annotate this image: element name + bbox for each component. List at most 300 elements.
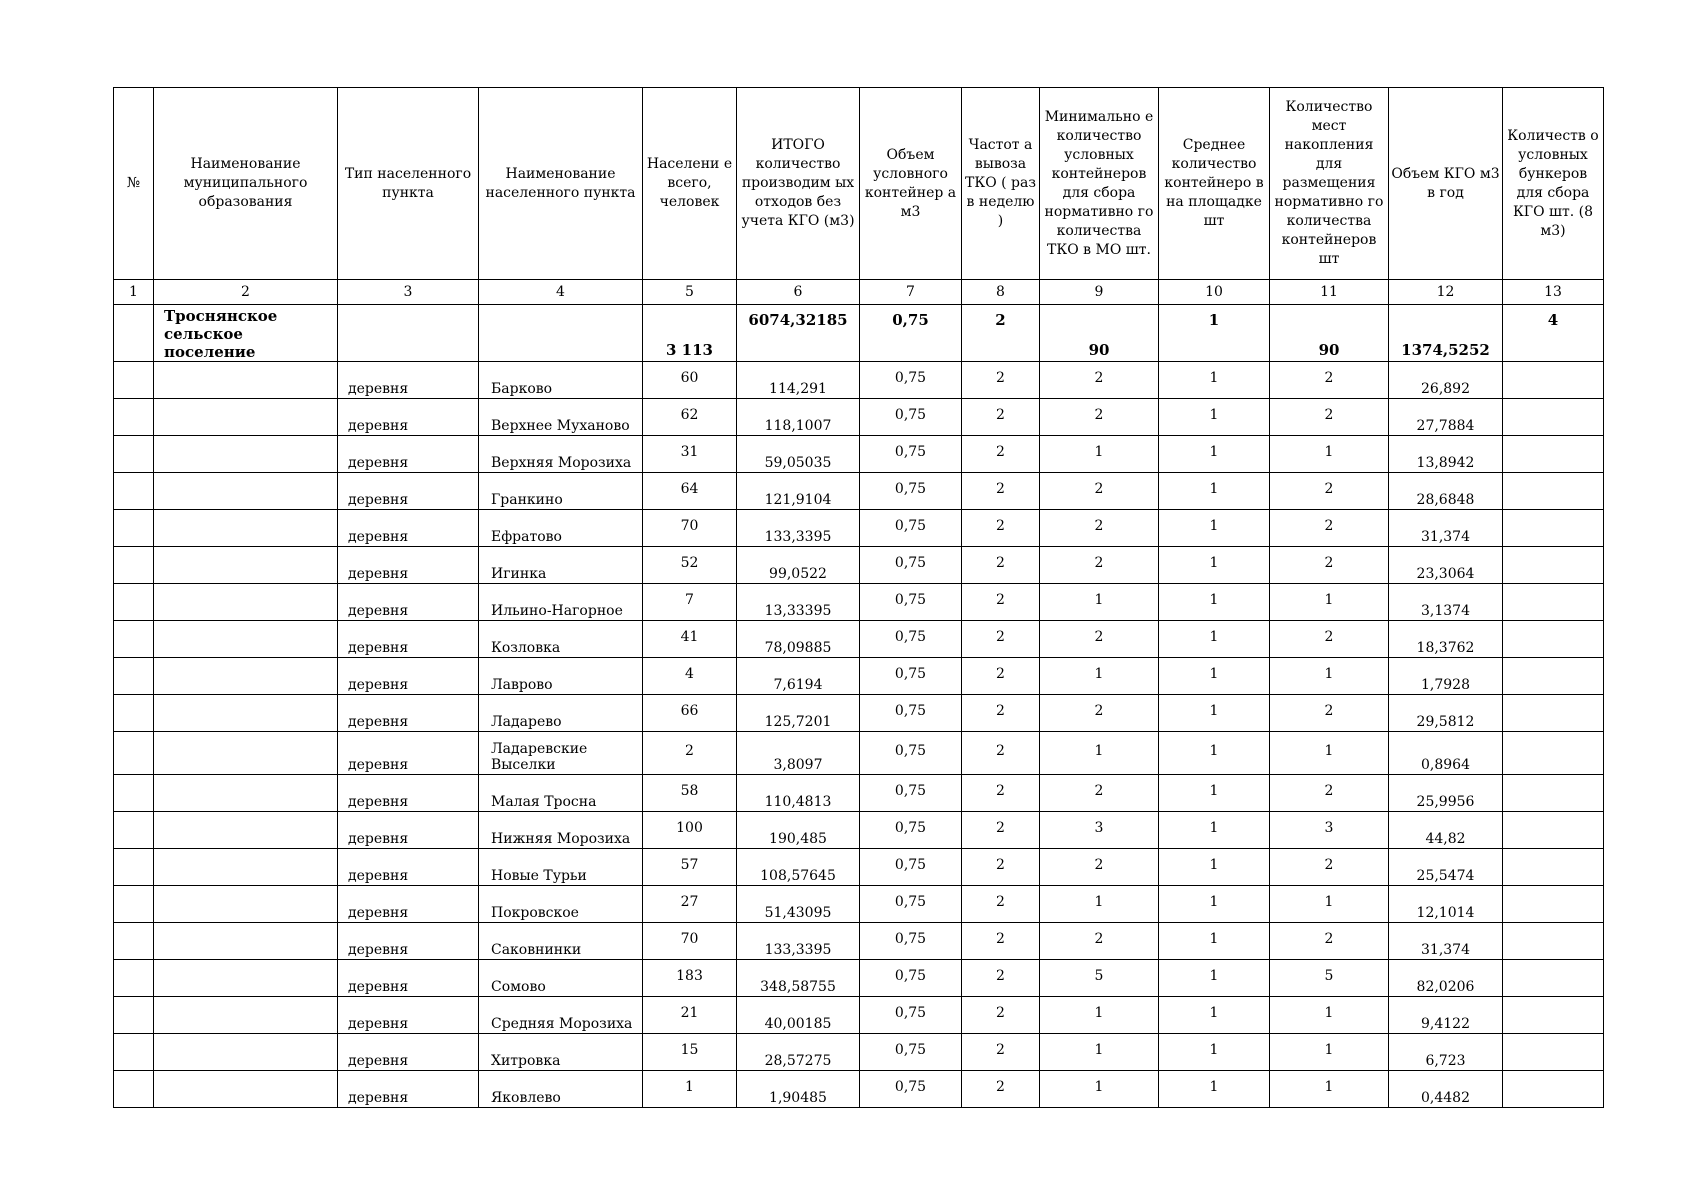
container-volume: 0,75 <box>860 960 962 997</box>
settlement-name: Покровское <box>479 886 643 923</box>
sites-count: 1 <box>1270 732 1389 775</box>
header-cell: Среднее количество контейнеро в на площадке шт <box>1159 88 1270 280</box>
row-index <box>114 584 154 621</box>
container-volume: 0,75 <box>860 621 962 658</box>
container-volume: 0,75 <box>860 658 962 695</box>
total-settlement <box>479 305 643 362</box>
container-volume: 0,75 <box>860 1034 962 1071</box>
avg-containers: 1 <box>1159 997 1270 1034</box>
header-cell: Тип населенного пункта <box>338 88 479 280</box>
sites-count: 2 <box>1270 362 1389 399</box>
population: 21 <box>643 997 737 1034</box>
kgo-volume: 0,4482 <box>1389 1071 1503 1108</box>
population: 70 <box>643 510 737 547</box>
bunkers <box>1503 473 1604 510</box>
settlement-name: Барково <box>479 362 643 399</box>
total-waste: 6074,32185 <box>737 305 860 362</box>
table-row <box>114 997 1604 1034</box>
bunkers <box>1503 849 1604 886</box>
column-number: 11 <box>1270 280 1389 305</box>
avg-containers: 1 <box>1159 775 1270 812</box>
min-containers: 1 <box>1040 658 1159 695</box>
row-municipality <box>154 621 338 658</box>
min-containers: 3 <box>1040 812 1159 849</box>
min-containers: 1 <box>1040 436 1159 473</box>
container-volume: 0,75 <box>860 362 962 399</box>
row-index <box>114 695 154 732</box>
row-index <box>114 399 154 436</box>
avg-containers: 1 <box>1159 658 1270 695</box>
table-row <box>114 362 1604 399</box>
settlement-type: деревня <box>338 362 479 399</box>
avg-containers: 1 <box>1159 436 1270 473</box>
waste-total: 110,4813 <box>737 775 860 812</box>
settlement-name: Хитровка <box>479 1034 643 1071</box>
row-municipality <box>154 547 338 584</box>
bunkers <box>1503 775 1604 812</box>
settlement-name: Верхняя Морозиха <box>479 436 643 473</box>
container-volume: 0,75 <box>860 584 962 621</box>
row-municipality <box>154 362 338 399</box>
column-number-row <box>114 280 1604 305</box>
waste-total: 121,9104 <box>737 473 860 510</box>
population: 62 <box>643 399 737 436</box>
total-type <box>338 305 479 362</box>
row-index <box>114 849 154 886</box>
kgo-volume: 29,5812 <box>1389 695 1503 732</box>
min-containers: 2 <box>1040 362 1159 399</box>
kgo-volume: 31,374 <box>1389 510 1503 547</box>
table-row <box>114 547 1604 584</box>
settlement-name: Малая Тросна <box>479 775 643 812</box>
avg-containers: 1 <box>1159 473 1270 510</box>
frequency: 2 <box>962 399 1040 436</box>
row-municipality <box>154 849 338 886</box>
header-cell: ИТОГО количество производим ых отходов без учета КГО (м3) <box>737 88 860 280</box>
table-row <box>114 695 1604 732</box>
row-municipality <box>154 923 338 960</box>
avg-containers: 1 <box>1159 960 1270 997</box>
table-row <box>114 621 1604 658</box>
sites-count: 5 <box>1270 960 1389 997</box>
kgo-volume: 12,1014 <box>1389 886 1503 923</box>
kgo-volume: 9,4122 <box>1389 997 1503 1034</box>
row-municipality <box>154 473 338 510</box>
min-containers: 2 <box>1040 923 1159 960</box>
row-municipality <box>154 399 338 436</box>
sites-count: 2 <box>1270 473 1389 510</box>
avg-containers: 1 <box>1159 812 1270 849</box>
kgo-volume: 25,9956 <box>1389 775 1503 812</box>
kgo-volume: 1,7928 <box>1389 658 1503 695</box>
min-containers: 5 <box>1040 960 1159 997</box>
row-index <box>114 997 154 1034</box>
waste-total: 114,291 <box>737 362 860 399</box>
header-cell: Населени е всего, человек <box>643 88 737 280</box>
table-row <box>114 960 1604 997</box>
min-containers: 1 <box>1040 732 1159 775</box>
population: 27 <box>643 886 737 923</box>
row-index <box>114 923 154 960</box>
waste-total: 348,58755 <box>737 960 860 997</box>
population: 4 <box>643 658 737 695</box>
table-row <box>114 886 1604 923</box>
kgo-volume: 18,3762 <box>1389 621 1503 658</box>
row-municipality <box>154 775 338 812</box>
row-index <box>114 621 154 658</box>
waste-total: 13,33395 <box>737 584 860 621</box>
sites-count: 1 <box>1270 436 1389 473</box>
frequency: 2 <box>962 775 1040 812</box>
population: 70 <box>643 923 737 960</box>
settlement-name: Сомово <box>479 960 643 997</box>
total-sites: 90 <box>1270 305 1389 362</box>
total-row <box>114 305 1604 362</box>
container-volume: 0,75 <box>860 886 962 923</box>
header-cell: Наименование муниципального образования <box>154 88 338 280</box>
container-volume: 0,75 <box>860 775 962 812</box>
bunkers <box>1503 1034 1604 1071</box>
sites-count: 2 <box>1270 923 1389 960</box>
settlement-type: деревня <box>338 473 479 510</box>
waste-total: 190,485 <box>737 812 860 849</box>
settlement-type: деревня <box>338 547 479 584</box>
row-index <box>114 812 154 849</box>
settlement-type: деревня <box>338 584 479 621</box>
min-containers: 2 <box>1040 775 1159 812</box>
min-containers: 1 <box>1040 1034 1159 1071</box>
row-index <box>114 886 154 923</box>
settlement-type: деревня <box>338 997 479 1034</box>
container-volume: 0,75 <box>860 812 962 849</box>
population: 57 <box>643 849 737 886</box>
column-number: 1 <box>114 280 154 305</box>
settlement-name: Ладаревские Выселки <box>479 732 643 775</box>
column-number: 4 <box>479 280 643 305</box>
population: 58 <box>643 775 737 812</box>
waste-total: 7,6194 <box>737 658 860 695</box>
bunkers <box>1503 399 1604 436</box>
table-row <box>114 1034 1604 1071</box>
table-row <box>114 658 1604 695</box>
avg-containers: 1 <box>1159 732 1270 775</box>
population: 2 <box>643 732 737 775</box>
bunkers <box>1503 436 1604 473</box>
settlement-name: Новые Турьи <box>479 849 643 886</box>
settlement-type: деревня <box>338 960 479 997</box>
bunkers <box>1503 510 1604 547</box>
waste-table <box>113 87 1604 1108</box>
column-number: 7 <box>860 280 962 305</box>
settlement-type: деревня <box>338 849 479 886</box>
row-index <box>114 473 154 510</box>
frequency: 2 <box>962 960 1040 997</box>
settlement-name: Ладарево <box>479 695 643 732</box>
kgo-volume: 26,892 <box>1389 362 1503 399</box>
row-municipality <box>154 997 338 1034</box>
settlement-type: деревня <box>338 621 479 658</box>
total-municipality: Троснянское сельское поселение <box>154 305 338 362</box>
total-kgo-volume: 1374,5252 <box>1389 305 1503 362</box>
settlement-type: деревня <box>338 1034 479 1071</box>
waste-total: 99,0522 <box>737 547 860 584</box>
sites-count: 2 <box>1270 621 1389 658</box>
sites-count: 1 <box>1270 886 1389 923</box>
population: 60 <box>643 362 737 399</box>
column-number: 9 <box>1040 280 1159 305</box>
avg-containers: 1 <box>1159 695 1270 732</box>
kgo-volume: 25,5474 <box>1389 849 1503 886</box>
header-cell: Количество мест накопления для размещения нормативно го количества контейнеров шт <box>1270 88 1389 280</box>
column-number: 6 <box>737 280 860 305</box>
settlement-type: деревня <box>338 695 479 732</box>
table-row <box>114 473 1604 510</box>
row-index <box>114 362 154 399</box>
total-population: 3 113 <box>643 305 737 362</box>
header-cell: Наименование населенного пункта <box>479 88 643 280</box>
bunkers <box>1503 658 1604 695</box>
kgo-volume: 28,6848 <box>1389 473 1503 510</box>
bunkers <box>1503 621 1604 658</box>
container-volume: 0,75 <box>860 510 962 547</box>
total-index <box>114 305 154 362</box>
min-containers: 2 <box>1040 399 1159 436</box>
min-containers: 2 <box>1040 473 1159 510</box>
avg-containers: 1 <box>1159 1071 1270 1108</box>
kgo-volume: 31,374 <box>1389 923 1503 960</box>
settlement-name: Яковлево <box>479 1071 643 1108</box>
min-containers: 2 <box>1040 510 1159 547</box>
row-index <box>114 732 154 775</box>
sites-count: 3 <box>1270 812 1389 849</box>
settlement-name: Саковнинки <box>479 923 643 960</box>
waste-total: 40,00185 <box>737 997 860 1034</box>
avg-containers: 1 <box>1159 362 1270 399</box>
settlement-name: Игинка <box>479 547 643 584</box>
min-containers: 2 <box>1040 547 1159 584</box>
container-volume: 0,75 <box>860 923 962 960</box>
kgo-volume: 23,3064 <box>1389 547 1503 584</box>
header-cell: Частот а вывоза ТКО ( раз в неделю ) <box>962 88 1040 280</box>
column-number: 3 <box>338 280 479 305</box>
header-row <box>114 88 1604 280</box>
frequency: 2 <box>962 812 1040 849</box>
settlement-name: Козловка <box>479 621 643 658</box>
min-containers: 1 <box>1040 997 1159 1034</box>
column-number: 5 <box>643 280 737 305</box>
table-row <box>114 510 1604 547</box>
container-volume: 0,75 <box>860 473 962 510</box>
avg-containers: 1 <box>1159 886 1270 923</box>
min-containers: 2 <box>1040 695 1159 732</box>
bunkers <box>1503 584 1604 621</box>
frequency: 2 <box>962 658 1040 695</box>
frequency: 2 <box>962 997 1040 1034</box>
sites-count: 1 <box>1270 584 1389 621</box>
row-municipality <box>154 1071 338 1108</box>
sites-count: 2 <box>1270 399 1389 436</box>
population: 15 <box>643 1034 737 1071</box>
avg-containers: 1 <box>1159 1034 1270 1071</box>
waste-total: 78,09885 <box>737 621 860 658</box>
row-municipality <box>154 436 338 473</box>
row-index <box>114 436 154 473</box>
row-municipality <box>154 960 338 997</box>
waste-total: 133,3395 <box>737 923 860 960</box>
settlement-type: деревня <box>338 886 479 923</box>
frequency: 2 <box>962 510 1040 547</box>
min-containers: 1 <box>1040 584 1159 621</box>
waste-total: 28,57275 <box>737 1034 860 1071</box>
header-cell: Объем КГО м3 в год <box>1389 88 1503 280</box>
row-index <box>114 510 154 547</box>
total-container-volume: 0,75 <box>860 305 962 362</box>
waste-total: 133,3395 <box>737 510 860 547</box>
total-bunkers: 4 <box>1503 305 1604 362</box>
container-volume: 0,75 <box>860 997 962 1034</box>
avg-containers: 1 <box>1159 923 1270 960</box>
waste-total: 1,90485 <box>737 1071 860 1108</box>
bunkers <box>1503 923 1604 960</box>
settlement-name: Ефратово <box>479 510 643 547</box>
table-row <box>114 923 1604 960</box>
container-volume: 0,75 <box>860 732 962 775</box>
row-municipality <box>154 1034 338 1071</box>
kgo-volume: 6,723 <box>1389 1034 1503 1071</box>
column-number: 2 <box>154 280 338 305</box>
avg-containers: 1 <box>1159 399 1270 436</box>
settlement-name: Нижняя Морозиха <box>479 812 643 849</box>
settlement-type: деревня <box>338 732 479 775</box>
row-municipality <box>154 658 338 695</box>
kgo-volume: 82,0206 <box>1389 960 1503 997</box>
population: 7 <box>643 584 737 621</box>
row-municipality <box>154 510 338 547</box>
frequency: 2 <box>962 732 1040 775</box>
frequency: 2 <box>962 436 1040 473</box>
total-avg-containers: 1 <box>1159 305 1270 362</box>
sites-count: 2 <box>1270 547 1389 584</box>
avg-containers: 1 <box>1159 510 1270 547</box>
frequency: 2 <box>962 849 1040 886</box>
sites-count: 1 <box>1270 1034 1389 1071</box>
row-municipality <box>154 732 338 775</box>
row-index <box>114 775 154 812</box>
settlement-type: деревня <box>338 399 479 436</box>
sites-count: 2 <box>1270 695 1389 732</box>
settlement-type: деревня <box>338 812 479 849</box>
frequency: 2 <box>962 584 1040 621</box>
table-row <box>114 812 1604 849</box>
sites-count: 2 <box>1270 510 1389 547</box>
waste-total: 125,7201 <box>737 695 860 732</box>
table-row <box>114 732 1604 775</box>
population: 1 <box>643 1071 737 1108</box>
sites-count: 1 <box>1270 658 1389 695</box>
population: 64 <box>643 473 737 510</box>
frequency: 2 <box>962 362 1040 399</box>
table-row <box>114 775 1604 812</box>
settlement-name: Ильино-Нагорное <box>479 584 643 621</box>
kgo-volume: 3,1374 <box>1389 584 1503 621</box>
header-cell: Объем условного контейнер а м3 <box>860 88 962 280</box>
row-index <box>114 1034 154 1071</box>
min-containers: 2 <box>1040 849 1159 886</box>
container-volume: 0,75 <box>860 695 962 732</box>
min-containers: 1 <box>1040 1071 1159 1108</box>
waste-total: 51,43095 <box>737 886 860 923</box>
table-row <box>114 436 1604 473</box>
min-containers: 1 <box>1040 886 1159 923</box>
row-municipality <box>154 584 338 621</box>
sites-count: 1 <box>1270 1071 1389 1108</box>
column-number: 12 <box>1389 280 1503 305</box>
kgo-volume: 44,82 <box>1389 812 1503 849</box>
settlement-name: Гранкино <box>479 473 643 510</box>
row-index <box>114 1071 154 1108</box>
row-index <box>114 960 154 997</box>
bunkers <box>1503 812 1604 849</box>
total-min-containers: 90 <box>1040 305 1159 362</box>
container-volume: 0,75 <box>860 849 962 886</box>
frequency: 2 <box>962 923 1040 960</box>
avg-containers: 1 <box>1159 849 1270 886</box>
settlement-type: деревня <box>338 658 479 695</box>
column-number: 10 <box>1159 280 1270 305</box>
table-row <box>114 1071 1604 1108</box>
bunkers <box>1503 547 1604 584</box>
row-municipality <box>154 695 338 732</box>
row-index <box>114 547 154 584</box>
header-cell: Минимально е количество условных контейнеров для сбора нормативно го количества ТКО в МО шт. <box>1040 88 1159 280</box>
population: 41 <box>643 621 737 658</box>
avg-containers: 1 <box>1159 584 1270 621</box>
settlement-name: Средняя Морозиха <box>479 997 643 1034</box>
container-volume: 0,75 <box>860 547 962 584</box>
frequency: 2 <box>962 695 1040 732</box>
waste-total: 118,1007 <box>737 399 860 436</box>
frequency: 2 <box>962 1034 1040 1071</box>
settlement-type: деревня <box>338 510 479 547</box>
kgo-volume: 13,8942 <box>1389 436 1503 473</box>
bunkers <box>1503 362 1604 399</box>
bunkers <box>1503 886 1604 923</box>
frequency: 2 <box>962 547 1040 584</box>
kgo-volume: 27,7884 <box>1389 399 1503 436</box>
container-volume: 0,75 <box>860 436 962 473</box>
waste-total: 59,05035 <box>737 436 860 473</box>
avg-containers: 1 <box>1159 621 1270 658</box>
bunkers <box>1503 960 1604 997</box>
row-municipality <box>154 886 338 923</box>
kgo-volume: 0,8964 <box>1389 732 1503 775</box>
container-volume: 0,75 <box>860 1071 962 1108</box>
column-number: 13 <box>1503 280 1604 305</box>
frequency: 2 <box>962 621 1040 658</box>
settlement-name: Верхнее Муханово <box>479 399 643 436</box>
sites-count: 2 <box>1270 849 1389 886</box>
bunkers <box>1503 695 1604 732</box>
settlement-type: деревня <box>338 923 479 960</box>
waste-total: 108,57645 <box>737 849 860 886</box>
bunkers <box>1503 732 1604 775</box>
header-cell: № <box>114 88 154 280</box>
settlement-type: деревня <box>338 1071 479 1108</box>
settlement-name: Лаврово <box>479 658 643 695</box>
row-index <box>114 658 154 695</box>
container-volume: 0,75 <box>860 399 962 436</box>
row-municipality <box>154 812 338 849</box>
